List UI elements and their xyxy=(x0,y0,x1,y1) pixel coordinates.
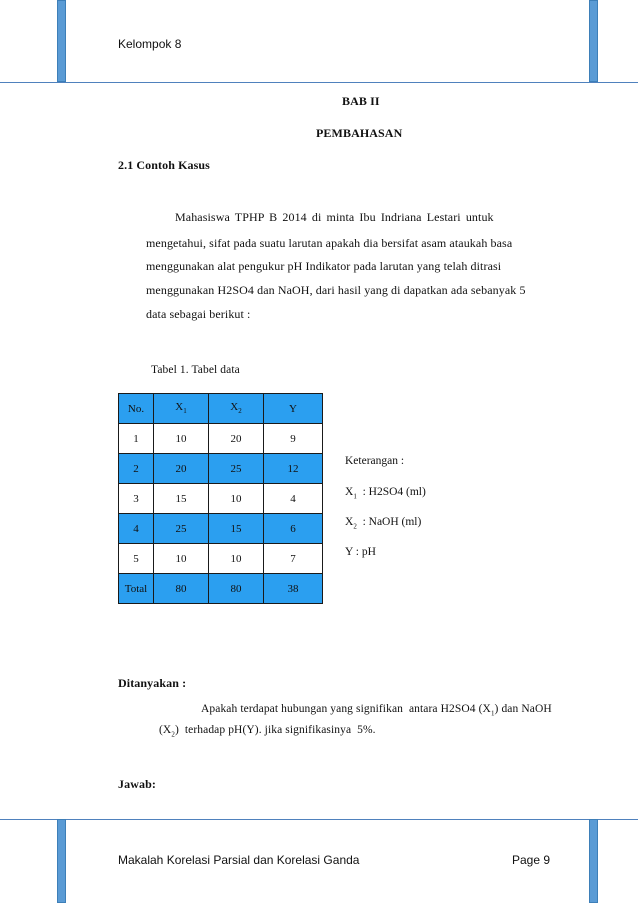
table-total-row xyxy=(119,574,323,604)
table-cell: 20 xyxy=(154,454,209,484)
table-cell: 15 xyxy=(154,484,209,514)
table-cell: 6 xyxy=(264,514,323,544)
chapter-number: BAB II xyxy=(342,94,380,108)
question-label: Ditanyakan : xyxy=(118,676,187,690)
left-bottom-bar xyxy=(57,819,66,903)
table-cell: 25 xyxy=(209,454,264,484)
table-cell: 9 xyxy=(264,424,323,454)
table-header-row xyxy=(119,394,323,424)
table-cell: 12 xyxy=(264,454,323,484)
table-row xyxy=(119,484,323,514)
table-row xyxy=(119,454,323,484)
footer-rule xyxy=(0,819,638,820)
paragraph-line-4: menggunakan H2SO4 dan NaOH, dari hasil yang di dapatkan ada sebanyak 5 xyxy=(146,283,526,297)
table-cell: 10 xyxy=(209,544,264,574)
question-line-2: $(X_2)$ terhadap pH(Y). jika signifikasinya 5%. xyxy=(159,724,376,739)
table-cell: 10 xyxy=(154,544,209,574)
legend-x2: $X_2$ : NaOH (ml) xyxy=(345,516,422,531)
table-cell: 4 xyxy=(119,514,154,544)
table-caption: Tabel 1. Tabel data xyxy=(151,364,240,376)
total-cell: 38 xyxy=(264,574,323,604)
table-cell: 10 xyxy=(209,484,264,514)
paragraph-line-1: Mahasiswa TPHP B 2014 di minta Ibu Indriana Lestari untuk xyxy=(175,210,494,224)
legend-x1: $X_1$ : H2SO4 (ml) xyxy=(345,486,426,501)
header-cell-x2: $X_2$ xyxy=(209,394,264,424)
header-cell-x1: $X_1$ xyxy=(154,394,209,424)
paragraph-line-3: menggunakan alat pengukur pH Indikator pada larutan yang telah ditrasi xyxy=(146,259,502,273)
table-row xyxy=(119,514,323,544)
legend-title: Keterangan : xyxy=(345,455,405,467)
table-row xyxy=(119,544,323,574)
table-cell: 2 xyxy=(119,454,154,484)
header-cell-no: No. xyxy=(119,394,154,424)
footer-page-number: Page 9 xyxy=(512,853,551,867)
paragraph-line-5: data sebagai berikut : xyxy=(146,307,251,321)
total-label-cell: Total xyxy=(119,574,154,604)
footer-title: Makalah Korelasi Parsial dan Korelasi Ganda xyxy=(118,853,360,867)
left-top-bar xyxy=(57,0,66,82)
table-cell: 4 xyxy=(264,484,323,514)
header-group-name: Kelompok 8 xyxy=(118,37,182,51)
table-cell: 3 xyxy=(119,484,154,514)
table-row xyxy=(119,424,323,454)
table-cell: 20 xyxy=(209,424,264,454)
table-cell: 7 xyxy=(264,544,323,574)
right-bottom-bar xyxy=(589,819,598,903)
table-cell: 1 xyxy=(119,424,154,454)
total-cell: 80 xyxy=(209,574,264,604)
header-cell-y: Y xyxy=(264,394,323,424)
data-table xyxy=(118,393,323,604)
table-cell: 15 xyxy=(209,514,264,544)
question-line-1: Apakah terdapat hubungan yang signifikan antara H2SO4 $(X_1)$ dan NaOH xyxy=(201,703,552,718)
table-cell: 25 xyxy=(154,514,209,544)
paragraph-line-2: mengetahui, sifat pada suatu larutan apakah dia bersifat asam ataukah basa xyxy=(146,236,513,250)
table-cell: 10 xyxy=(154,424,209,454)
header-rule xyxy=(0,82,638,83)
table-cell: 5 xyxy=(119,544,154,574)
total-cell: 80 xyxy=(154,574,209,604)
chapter-title: PEMBAHASAN xyxy=(316,126,403,140)
answer-label: Jawab: xyxy=(118,777,156,791)
section-title: 2.1 Contoh Kasus xyxy=(118,158,210,172)
legend-y: Y : pH xyxy=(345,546,376,558)
right-top-bar xyxy=(589,0,598,82)
